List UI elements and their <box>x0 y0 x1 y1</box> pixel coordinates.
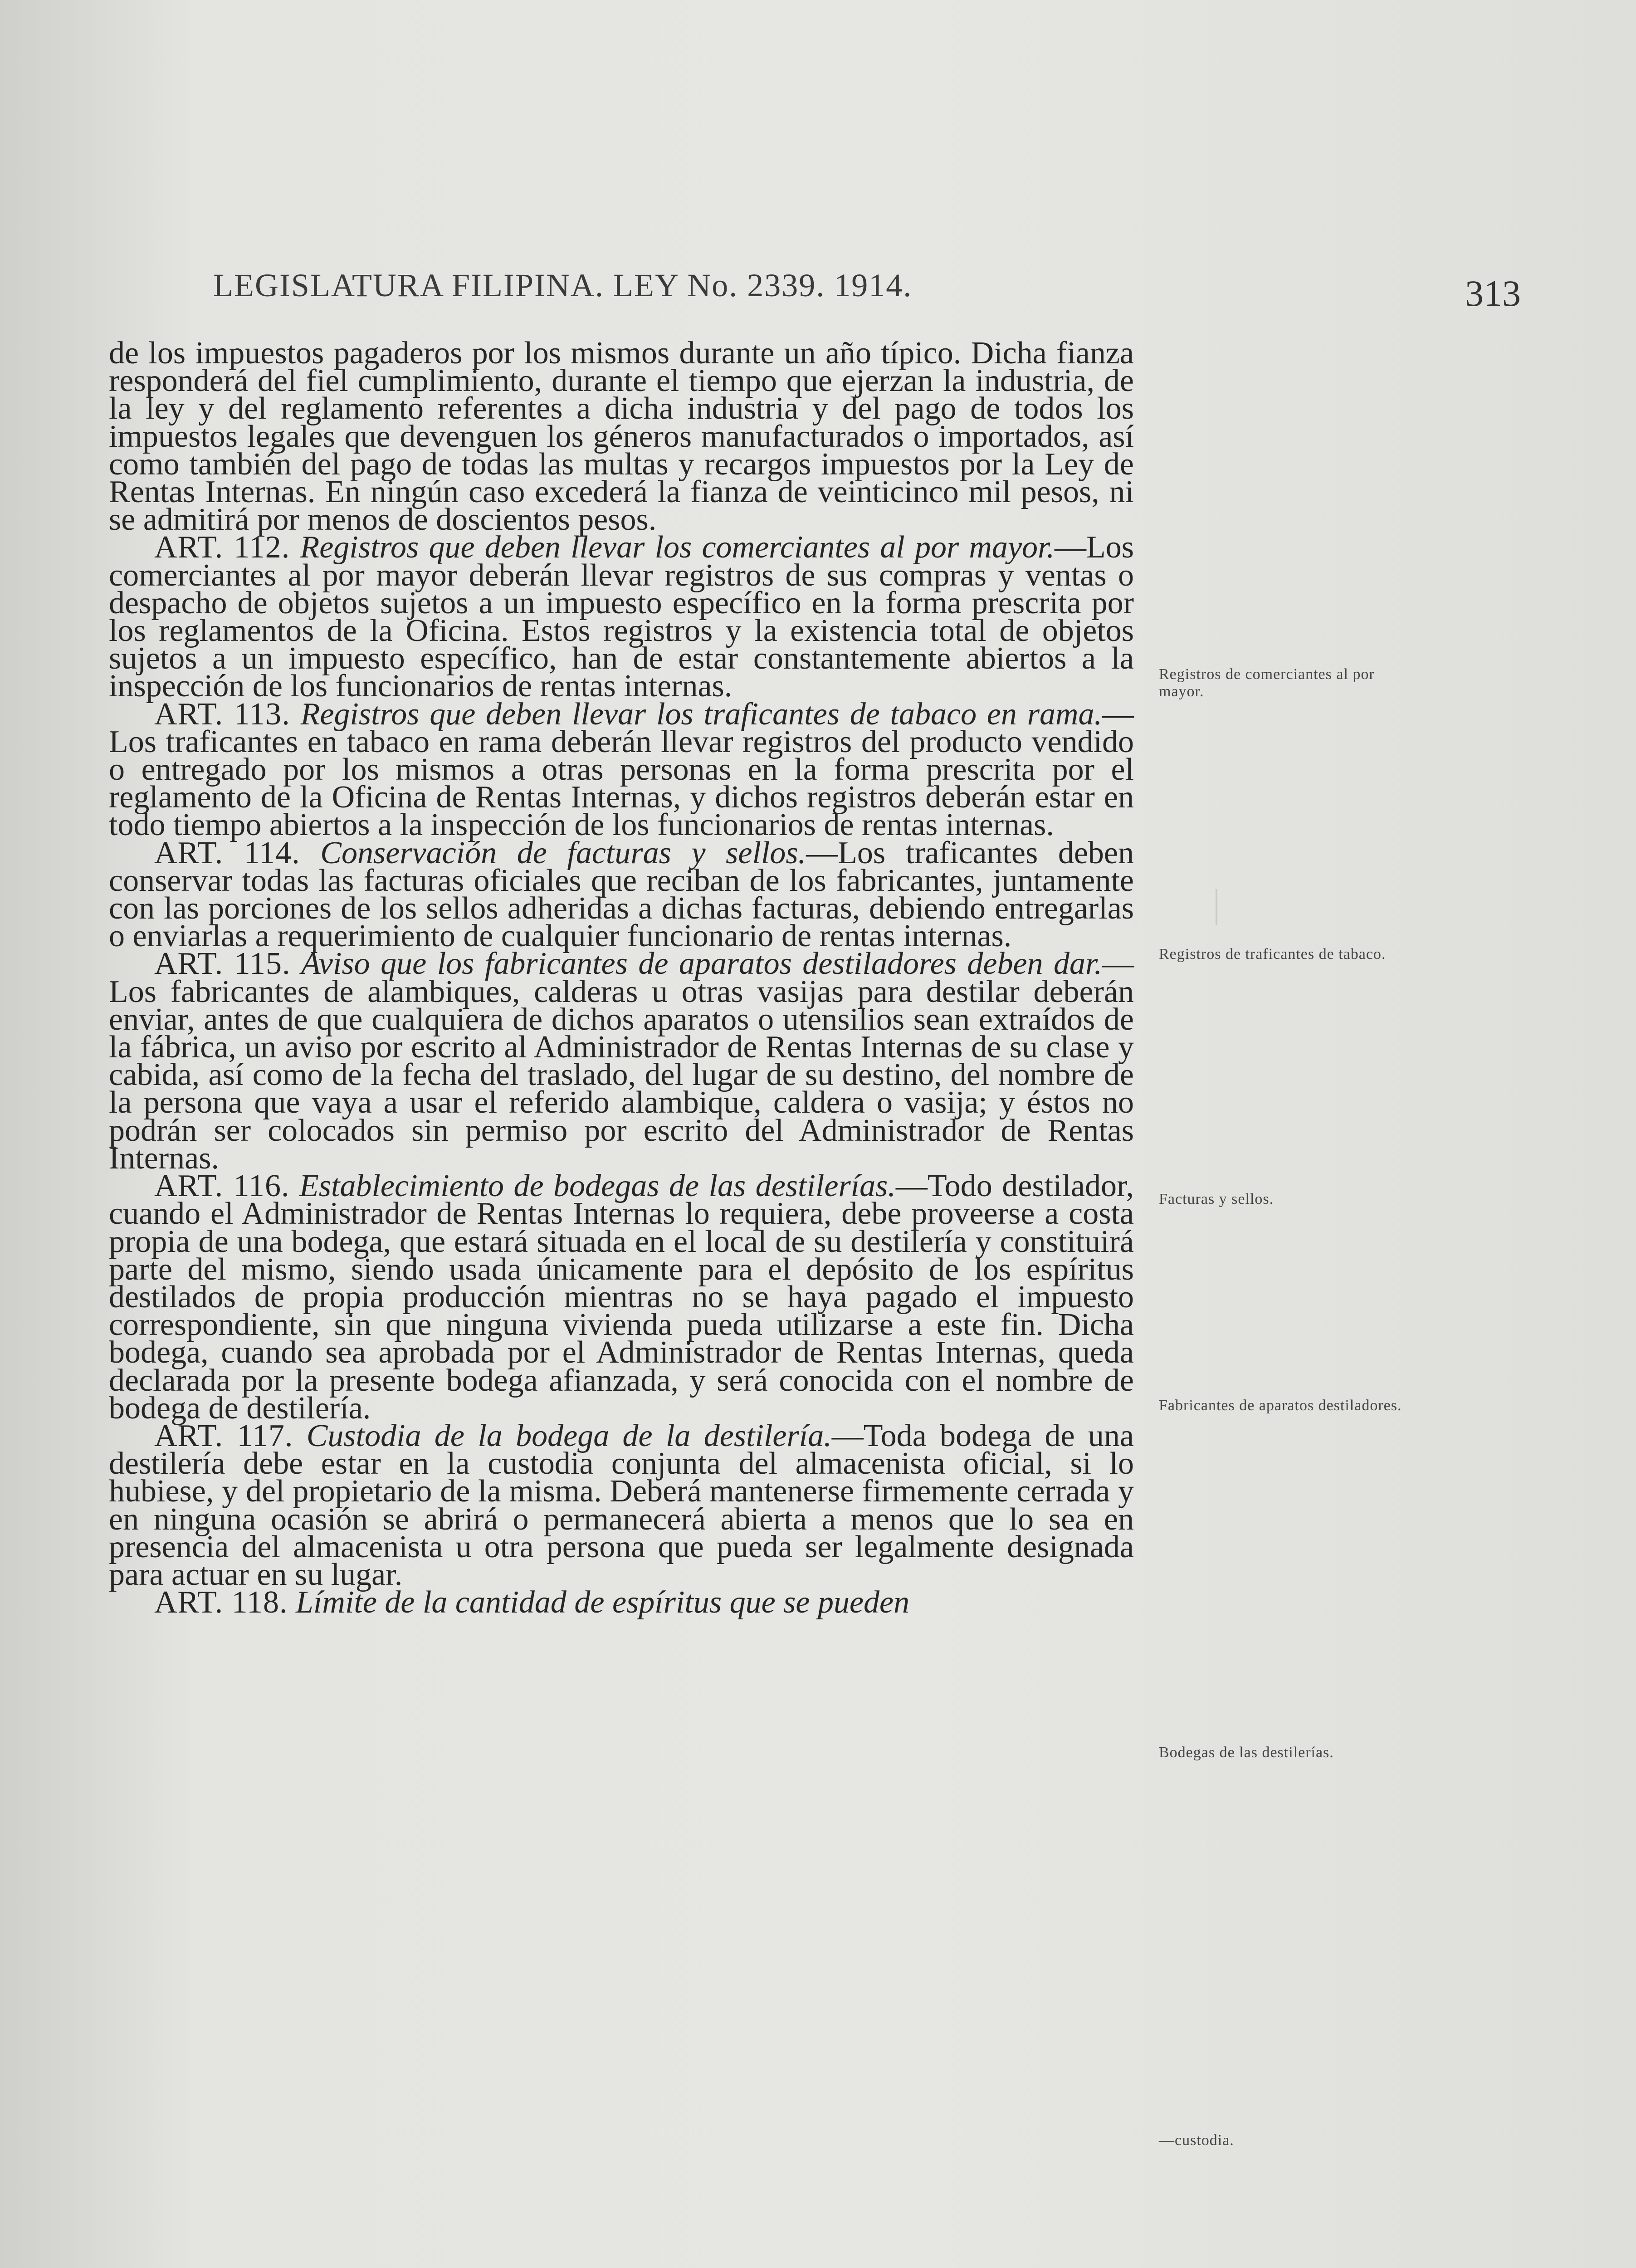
running-head: LEGISLATURA FILIPINA. LEY No. 2339. 1914. <box>213 267 913 303</box>
intro-paragraph: de los impuestos pagaderos por los mismos durante un año típico. Dicha fianza responderá del fiel cumplimiento, durante el tiempo que ejerzan la industria, de la ley y del reglamento referentes a dicha industria y del pago de todos los impuestos legales que devenguen los géneros manufacturados o importados, así como también del pago de todas las multas y recargos impuestos por la Ley de Rentas Internas. En ningún caso excederá la fianza de veinticinco mil pesos, ni se admitirá por menos de doscientos pesos. <box>109 336 1134 538</box>
article-text: —Los traficantes deben conservar todas las facturas oficiales que reciban de los fabricantes, juntamente con las porciones de los sellos adheridas a dichas facturas, debiendo entregarlas o enviarlas a requerimiento de cualquier funcionario de rentas internas. <box>109 835 1134 954</box>
body-text <box>109 336 1134 1620</box>
article-label: ART. 116. <box>154 1168 290 1204</box>
article-114 <box>109 835 1134 954</box>
margin-note-custodia: —custodia. <box>1159 2132 1234 2149</box>
article-text: —Todo destilador, cuando el Administrador de Rentas Internas lo requiera, debe proveerse a costa propia de una bodega, que estará situada en el local de su destilería y constituirá parte del mismo, siendo usada únicamente para el depósito de los espíritus destilados de propia producción mientras no se haya pagado el impuesto correspondiente, sin que ninguna vivienda pueda utilizarse a este fin. Dicha bodega, cuando sea aprobada por el Administrador de Rentas Internas, queda declarada por la presente bodega afianzada, y será conocida con el nombre de bodega de destilería. <box>109 1168 1134 1426</box>
margin-note-traficantes: Registros de traficantes de tabaco. <box>1159 946 1386 963</box>
article-title: Registros que deben llevar los traficantes de tabaco en rama. <box>300 696 1102 732</box>
article-text: —Toda bodega de una destilería debe estar en la custodia conjunta del almacenista oficial, si lo hubiese, y del propietario de la misma. Deberá mantenerse firmemente cerrada y en ninguna ocasión se abrirá o permanecerá abierta a menos que lo sea en presencia del almacenista u otra persona que pueda ser legalmente designada para actuar en su lugar. <box>109 1418 1134 1592</box>
article-label: ART. 113. <box>154 696 290 732</box>
article-label: ART. 112. <box>154 530 290 565</box>
article-label: ART. 117. <box>154 1418 293 1453</box>
article-113 <box>109 696 1134 843</box>
article-115 <box>109 946 1134 1176</box>
article-title: Registros que deben llevar los comerciantes al por mayor. <box>300 530 1055 565</box>
margin-note-comerciantes: Registros de comerciantes al por mayor. <box>1159 666 1375 700</box>
article-title: Aviso que los fabricantes de aparatos destiladores deben dar. <box>301 946 1102 982</box>
article-title: Límite de la cantidad de espíritus que se pueden <box>296 1585 910 1620</box>
article-118 <box>109 1585 1134 1620</box>
article-title: Conservación de facturas y sellos. <box>320 835 806 870</box>
article-label: ART. 115. <box>154 946 291 982</box>
article-116 <box>109 1168 1134 1426</box>
page-number: 313 <box>1465 273 1521 314</box>
article-label: ART. 114. <box>154 835 300 870</box>
article-title: Establecimiento de bodegas de las destilerías. <box>299 1168 896 1204</box>
article-label: ART. 118. <box>154 1585 288 1620</box>
margin-note-bodegas: Bodegas de las destilerías. <box>1159 1744 1334 1761</box>
article-text: —Los traficantes en tabaco en rama deberán llevar registros del producto vendido o entregado por los mismos a otras personas en la forma prescrita por el reglamento de la Oficina de Rentas Internas, y dichos registros deberán estar en todo tiempo abiertos a la inspección de los funcionarios de rentas internas. <box>109 696 1134 843</box>
article-117 <box>109 1418 1134 1592</box>
article-title: Custodia de la bodega de la destilería. <box>306 1418 832 1453</box>
article-112 <box>109 530 1134 704</box>
margin-note-fabricantes: Fabricantes de aparatos destiladores. <box>1159 1397 1402 1414</box>
article-text: —Los fabricantes de alambiques, calderas u otras vasijas para destilar deberán enviar, antes de que cualquiera de dichos aparatos o utensilios sean extraídos de la fábrica, un aviso por escrito al Administrador de Rentas Internas de su clase y cabida, así como de la fecha del traslado, del lugar de su destino, del nombre de la persona que vaya a usar el referido alambique, caldera o vasija; y éstos no podrán ser colocados sin permiso por escrito del Administrador de Rentas Internas. <box>109 946 1134 1176</box>
article-text: —Los comerciantes al por mayor deberán llevar registros de sus compras y ventas o despacho de objetos sujetos a un impuesto específico en la forma prescrita por los reglamentos de la Oficina. Estos registros y la existencia total de objetos sujetos a un impuesto específico, han de estar constantemente abiertos a la inspección de los funcionarios de rentas internas. <box>109 530 1134 704</box>
faint-mark <box>1216 889 1217 925</box>
margin-note-facturas: Facturas y sellos. <box>1159 1191 1274 1207</box>
